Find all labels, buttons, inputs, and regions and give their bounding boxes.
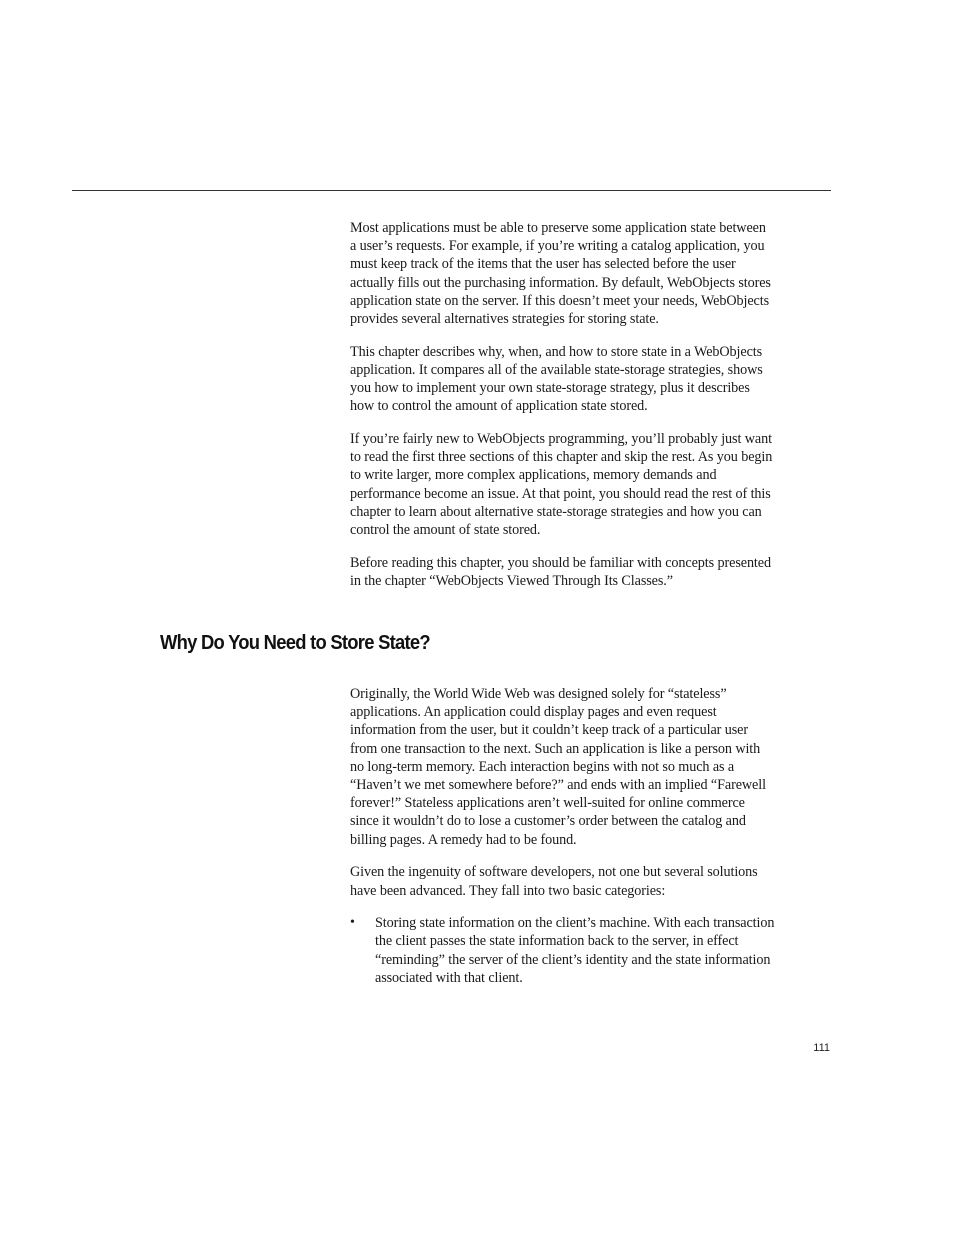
text-line: have been advanced. They fall into two basic categories: — [350, 882, 666, 899]
text-line: This chapter describes why, when, and how to store state in a WebObjects — [350, 343, 763, 360]
text-line: since it wouldn’t do to lose a customer’s order between the catalog and — [350, 813, 746, 830]
text-line: actually fills out the purchasing information. By default, WebObjects stores — [350, 274, 771, 291]
text-line: in the chapter “WebObjects Viewed Through Its Classes.” — [350, 572, 673, 589]
section-paragraph-2 — [350, 863, 812, 899]
text-line: “Haven’t we met somewhere before?” and ends with an implied “Farewell — [350, 777, 766, 794]
text-line: Before reading this chapter, you should be familiar with concepts presented — [350, 554, 771, 571]
text-line: information from the user, but it couldn’t keep track of a particular user — [350, 722, 748, 739]
text-line: no long-term memory. Each interaction begins with not so much as a — [350, 758, 735, 775]
text-line: to write larger, more complex applications, memory demands and — [350, 467, 717, 484]
text-line: the client passes the state information back to the server, in effect — [375, 933, 739, 950]
intro-paragraph-3 — [350, 430, 812, 539]
text-line: applications. An application could display pages and even request — [350, 704, 717, 721]
text-line: a user’s requests. For example, if you’re writing a catalog application, you — [350, 238, 765, 255]
text-line: associated with that client. — [375, 969, 523, 986]
text-line: Most applications must be able to preserve some application state between — [350, 220, 766, 236]
page-number: 111 — [813, 1042, 830, 1054]
intro-paragraph-1 — [350, 219, 812, 328]
text-line: Originally, the World Wide Web was designed solely for “stateless” — [350, 686, 727, 702]
section-paragraph-1 — [350, 685, 812, 849]
text-line: provides several alternatives strategies for storing state. — [350, 311, 659, 328]
section-body — [350, 685, 812, 1002]
bullet-marker: • — [350, 915, 355, 931]
text-line: If you’re fairly new to WebObjects programming, you’ll probably just want — [350, 431, 772, 448]
text-line: to read the first three sections of this chapter and skip the rest. As you begin — [350, 449, 773, 466]
bullet-item — [350, 914, 812, 987]
text-line: you how to implement your own state-storage strategy, plus it describes — [350, 380, 750, 397]
text-line: Storing state information on the client’s machine. With each transaction — [375, 915, 775, 932]
text-line: application. It compares all of the available state-storage strategies, shows — [350, 361, 763, 378]
text-line: Given the ingenuity of software developers, not one but several solutions — [350, 864, 758, 881]
text-line: “reminding” the server of the client’s identity and the state information — [375, 951, 771, 968]
text-line: performance become an issue. At that point, you should read the rest of this — [350, 485, 771, 502]
section-heading: Why Do You Need to Store State? — [160, 632, 430, 654]
text-line: forever!” Stateless applications aren’t well-suited for online commerce — [350, 795, 745, 812]
intro-paragraph-2 — [350, 343, 812, 416]
text-line: billing pages. A remedy had to be found. — [350, 831, 577, 848]
text-line: from one transaction to the next. Such an application is like a person with — [350, 740, 761, 757]
intro-section — [350, 219, 812, 605]
intro-paragraph-4 — [350, 554, 812, 590]
text-line: control the amount of state stored. — [350, 522, 541, 539]
text-line: application state on the server. If this doesn’t meet your needs, WebObjects — [350, 292, 770, 309]
text-line: must keep track of the items that the user has selected before the user — [350, 256, 736, 273]
top-rule — [72, 190, 831, 191]
text-line: chapter to learn about alternative state-storage strategies and how you can — [350, 503, 762, 520]
text-line: how to control the amount of application state stored. — [350, 398, 648, 415]
